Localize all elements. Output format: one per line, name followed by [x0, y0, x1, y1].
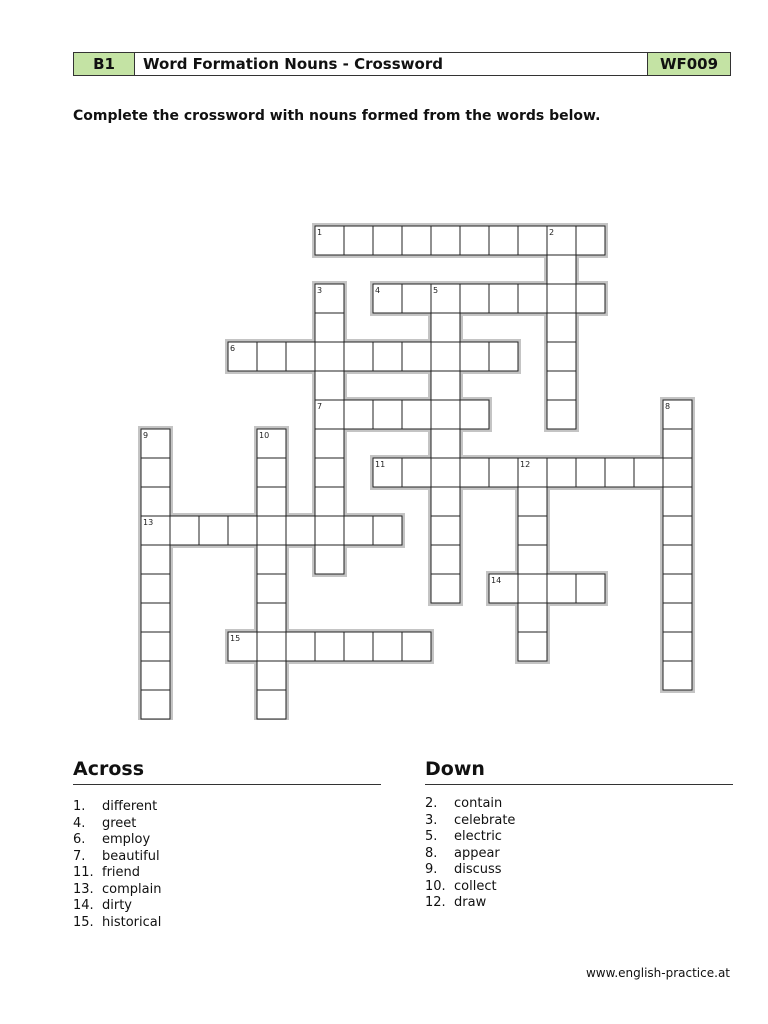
grid-cell[interactable]: [315, 313, 344, 342]
grid-cell[interactable]: [286, 342, 315, 371]
grid-cell[interactable]: [547, 400, 576, 429]
grid-cell[interactable]: [373, 342, 402, 371]
clue-item: 14. dirty: [73, 898, 132, 913]
grid-cell[interactable]: [344, 516, 373, 545]
grid-cell[interactable]: [373, 226, 402, 255]
grid-cell[interactable]: [663, 574, 692, 603]
grid-cell[interactable]: [344, 226, 373, 255]
clue-number: 10: [259, 431, 270, 440]
grid-cell[interactable]: [257, 458, 286, 487]
grid-cell[interactable]: [663, 661, 692, 690]
grid-cell[interactable]: [141, 487, 170, 516]
clue-number: 4: [375, 286, 381, 295]
grid-cell[interactable]: [373, 516, 402, 545]
clue-number: 5: [433, 286, 439, 295]
grid-cell[interactable]: [199, 516, 228, 545]
grid-cell[interactable]: [518, 632, 547, 661]
grid-cell[interactable]: [141, 661, 170, 690]
grid-cell[interactable]: [431, 226, 460, 255]
grid-cell[interactable]: [547, 342, 576, 371]
down-clues: [425, 758, 733, 912]
grid-cell[interactable]: [373, 400, 402, 429]
grid-cell[interactable]: [489, 458, 518, 487]
grid-cell[interactable]: [547, 371, 576, 400]
clue-number: 7: [317, 402, 323, 411]
grid-cell[interactable]: [576, 458, 605, 487]
clue-item: 2. contain: [425, 796, 503, 811]
clue-number: 14: [491, 576, 502, 585]
grid-cell[interactable]: [489, 226, 518, 255]
grid-cell[interactable]: [547, 458, 576, 487]
grid-cell[interactable]: [605, 458, 634, 487]
grid-cell[interactable]: [460, 342, 489, 371]
grid-cell[interactable]: [315, 632, 344, 661]
grid-cell[interactable]: [431, 458, 460, 487]
clue-item: 7. beautiful: [73, 848, 160, 864]
grid-cell[interactable]: [663, 603, 692, 632]
grid-cell[interactable]: [402, 400, 431, 429]
grid-cell[interactable]: [663, 458, 692, 487]
grid-cell[interactable]: [431, 371, 460, 400]
grid-cell[interactable]: [286, 516, 315, 545]
grid-cell[interactable]: [431, 429, 460, 458]
down-heading: Down: [425, 758, 733, 785]
grid-cell[interactable]: [576, 574, 605, 603]
grid-cell[interactable]: [141, 603, 170, 632]
clue-item: 9. discuss: [425, 862, 502, 877]
grid-cell[interactable]: [460, 458, 489, 487]
grid-cell[interactable]: [315, 429, 344, 458]
level-badge: B1: [74, 53, 135, 75]
grid-cell[interactable]: [344, 400, 373, 429]
grid-cell[interactable]: [315, 487, 344, 516]
clue-item: 6. employ: [73, 832, 151, 847]
grid-cell[interactable]: [663, 429, 692, 458]
clue-number: 12: [520, 460, 531, 469]
grid-cell[interactable]: [576, 284, 605, 313]
clue-item: 10. collect: [425, 878, 497, 894]
grid-cell[interactable]: [518, 574, 547, 603]
grid-cell[interactable]: [344, 632, 373, 661]
clue-number: 11: [375, 460, 386, 469]
grid-cell[interactable]: [315, 516, 344, 545]
instructions: Complete the crossword with nouns formed from the words below.: [73, 108, 601, 124]
grid-cell[interactable]: [547, 255, 576, 284]
worksheet-code: WF009: [647, 53, 730, 75]
clue-item: 15. historical: [73, 914, 162, 930]
grid-cell[interactable]: [576, 226, 605, 255]
grid-cell[interactable]: [141, 458, 170, 487]
grid-cell[interactable]: [460, 226, 489, 255]
clue-number: 8: [665, 402, 671, 411]
clue-number: 15: [230, 634, 241, 643]
grid-cell[interactable]: [315, 371, 344, 400]
grid-cell[interactable]: [141, 632, 170, 661]
grid-cell[interactable]: [170, 516, 199, 545]
grid-cell[interactable]: [518, 487, 547, 516]
grid-cell[interactable]: [141, 545, 170, 574]
clue-item: 8. appear: [425, 845, 500, 861]
grid-cell[interactable]: [518, 516, 547, 545]
clue-number: 13: [143, 518, 154, 527]
clue-item: 13. complain: [73, 881, 162, 897]
grid-cell[interactable]: [431, 545, 460, 574]
grid-cell[interactable]: [315, 458, 344, 487]
grid-cell[interactable]: [257, 487, 286, 516]
grid-cell[interactable]: [257, 545, 286, 574]
grid-cell[interactable]: [431, 574, 460, 603]
grid-cell[interactable]: [547, 574, 576, 603]
grid-cell[interactable]: [315, 342, 344, 371]
grid-cell[interactable]: [228, 516, 257, 545]
grid-cell[interactable]: [460, 400, 489, 429]
grid-cell[interactable]: [344, 342, 373, 371]
grid-cell[interactable]: [402, 632, 431, 661]
grid-cell[interactable]: [431, 400, 460, 429]
grid-cell[interactable]: [663, 632, 692, 661]
down-clue-list: [425, 796, 733, 912]
grid-cell[interactable]: [373, 632, 402, 661]
grid-cell[interactable]: [257, 632, 286, 661]
clue-number: 1: [317, 228, 323, 237]
grid-cell[interactable]: [460, 284, 489, 313]
grid-cell[interactable]: [663, 516, 692, 545]
grid-cell[interactable]: [518, 545, 547, 574]
clue-item: 5. electric: [425, 829, 502, 844]
website-footer: www.english-practice.at: [585, 966, 730, 980]
clue-item: 11. friend: [73, 865, 141, 880]
grid-cell[interactable]: [663, 545, 692, 574]
clue-number: 2: [549, 228, 555, 237]
grid-cell[interactable]: [547, 284, 576, 313]
clue-item: 3. celebrate: [425, 812, 516, 828]
clue-item: 1. different: [73, 799, 158, 814]
grid-cell[interactable]: [257, 661, 286, 690]
grid-cell[interactable]: [286, 632, 315, 661]
across-clue-list: [73, 799, 381, 931]
grid-cell[interactable]: [315, 545, 344, 574]
grid-cell[interactable]: [257, 342, 286, 371]
grid-cell[interactable]: [431, 487, 460, 516]
grid-cell[interactable]: [431, 313, 460, 342]
grid-cell[interactable]: [141, 574, 170, 603]
grid-cell[interactable]: [518, 284, 547, 313]
worksheet-title: Word Formation Nouns - Crossword: [143, 55, 443, 73]
across-heading: Across: [73, 758, 381, 785]
grid-cell[interactable]: [257, 516, 286, 545]
grid-cell[interactable]: [402, 342, 431, 371]
grid-cell[interactable]: [518, 226, 547, 255]
grid-cell[interactable]: [402, 458, 431, 487]
grid-cell[interactable]: [402, 226, 431, 255]
grid-cell[interactable]: [663, 487, 692, 516]
grid-cell[interactable]: [431, 516, 460, 545]
grid-cell[interactable]: [547, 313, 576, 342]
grid-cell[interactable]: [489, 284, 518, 313]
grid-cell[interactable]: [257, 574, 286, 603]
grid-cell[interactable]: [489, 342, 518, 371]
grid-cell[interactable]: [518, 603, 547, 632]
clue-number: 3: [317, 286, 323, 295]
grid-cell[interactable]: [257, 690, 286, 719]
grid-cell[interactable]: [141, 690, 170, 719]
clue-item: 4. greet: [73, 815, 137, 831]
clue-number: 6: [230, 344, 236, 353]
grid-cell[interactable]: [402, 284, 431, 313]
grid-cell[interactable]: [431, 342, 460, 371]
clue-item: 12. draw: [425, 895, 487, 910]
across-clues: [73, 758, 381, 931]
clue-number: 9: [143, 431, 149, 440]
grid-cell[interactable]: [634, 458, 663, 487]
grid-cell[interactable]: [257, 603, 286, 632]
